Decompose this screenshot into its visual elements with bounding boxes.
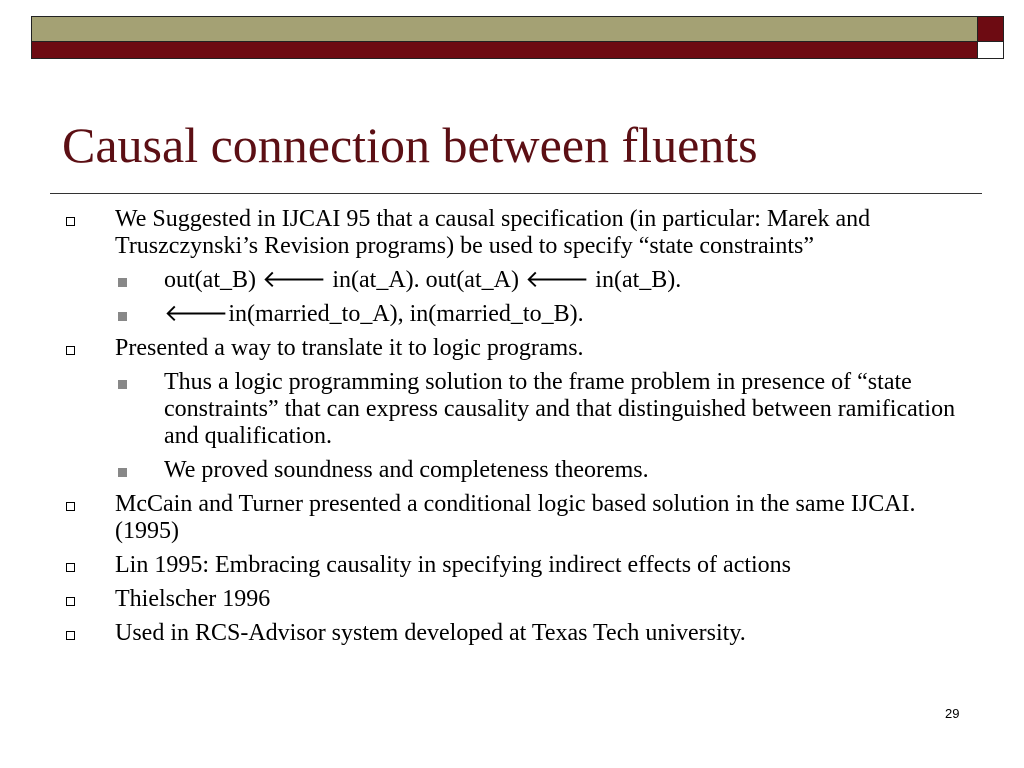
page-number: 29 [945,706,960,721]
bullet-text: McCain and Turner presented a conditional logic based solution in the same IJCAI. (1995) [115,491,916,544]
bullet-text: Thus a logic programming solution to the frame problem in presence of “state constraints” that can express causality and that distinguished between ramification and qualification. [164,369,956,449]
filled-square-bullet-icon [118,312,127,321]
bullet-text: Lin 1995: Embracing causality in specifying indirect effects of actions [115,552,792,578]
bullet-text: out(at_B) 🡐 in(at_A). out(at_A) 🡐 in(at_B). [164,267,682,293]
bullet-text: Used in RCS-Advisor system developed at Texas Tech university. [115,620,746,646]
bullet-item [0,206,975,260]
bullet-text: Presented a way to translate it to logic programs. [115,335,584,361]
filled-square-bullet-icon [118,468,127,477]
bullet-text: We proved soundness and completeness theorems. [164,457,649,483]
sub-bullet-item [0,267,964,294]
hollow-square-bullet-icon [66,597,75,606]
bullet-item [0,620,975,647]
title-divider [50,193,982,194]
hollow-square-bullet-icon [66,217,75,226]
slide-title: Causal connection between fluents [62,117,758,173]
bullet-text: Thielscher 1996 [115,586,271,612]
filled-square-bullet-icon [118,380,127,389]
bullet-list [0,206,1024,654]
bullet-item [0,335,975,362]
sub-bullet-item [0,369,964,450]
hollow-square-bullet-icon [66,346,75,355]
bullet-text: 🡐in(married_to_A), in(married_to_B). [164,301,584,327]
sub-bullet-item [0,301,964,328]
maroon-square [977,16,1004,42]
maroon-bar [31,42,978,59]
bullet-item [0,586,975,613]
hollow-square-bullet-icon [66,631,75,640]
hollow-square-bullet-icon [66,563,75,572]
white-square [977,41,1004,59]
bullet-item [0,491,975,545]
olive-bar [31,16,978,42]
hollow-square-bullet-icon [66,502,75,511]
header-decoration [0,0,1024,70]
bullet-text: We Suggested in IJCAI 95 that a causal specification (in particular: Marek and Truszczynski’s Revision programs) be used to specify “state constraints” [115,206,871,259]
sub-bullet-item [0,457,964,484]
bullet-item [0,552,975,579]
filled-square-bullet-icon [118,278,127,287]
